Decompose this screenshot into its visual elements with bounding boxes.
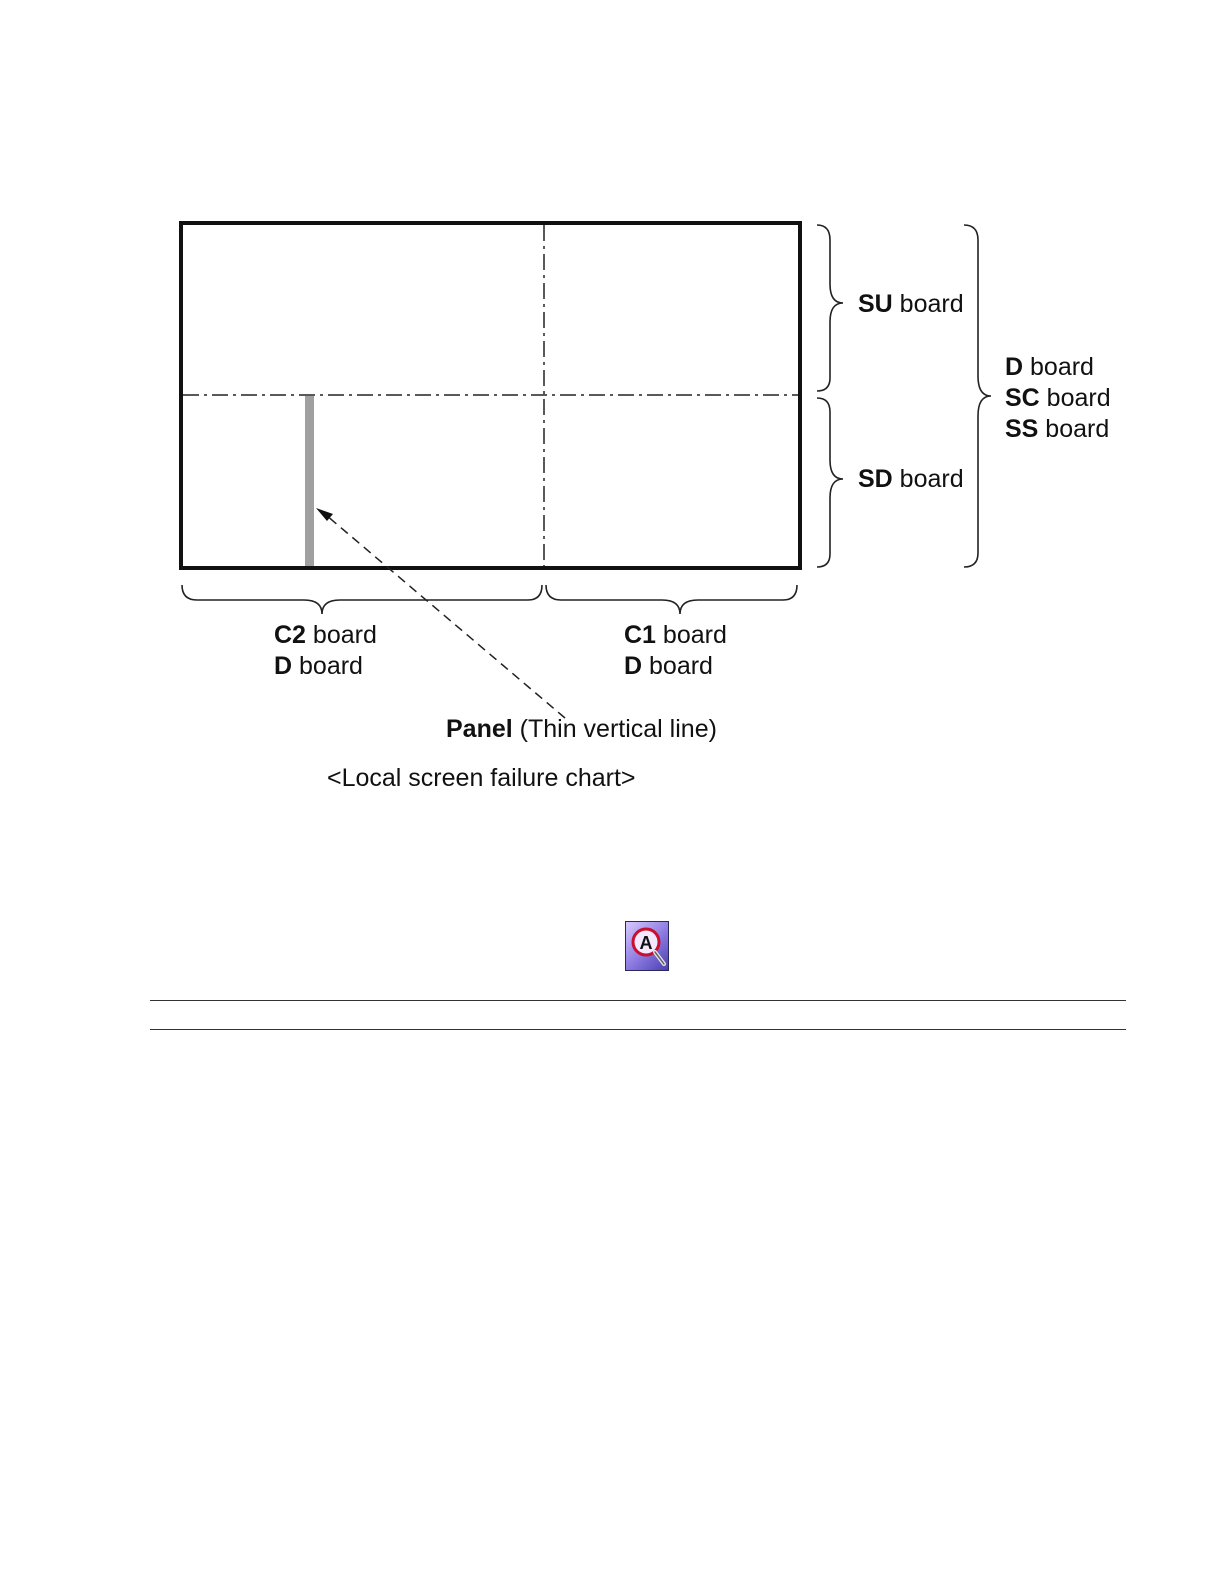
chart-caption: <Local screen failure chart>	[327, 764, 636, 792]
outer-brace	[964, 225, 991, 567]
c2-board-label: C2 board	[274, 621, 377, 649]
c2-brace	[182, 585, 542, 614]
su-brace	[817, 225, 843, 391]
svg-text:A: A	[639, 933, 653, 953]
d-board-label-left: D board	[274, 652, 363, 680]
callout-arrow-line	[326, 515, 565, 718]
d-board-label-center: D board	[624, 652, 713, 680]
bottom-rule	[150, 1029, 1126, 1030]
panel-callout-label: Panel (Thin vertical line)	[446, 715, 717, 743]
sd-brace	[817, 398, 843, 567]
c1-brace	[546, 585, 797, 614]
ss-board-label: SS board	[1005, 415, 1110, 443]
sd-board-label: SD board	[858, 465, 964, 493]
search-button[interactable]	[625, 921, 669, 971]
fault-vertical-line	[305, 396, 314, 566]
top-rule	[150, 1000, 1126, 1001]
d-board-label-right: D board	[1005, 353, 1094, 381]
sc-board-label: SC board	[1005, 384, 1111, 412]
magnifier-a-icon	[626, 922, 668, 970]
c1-board-label: C1 board	[624, 621, 727, 649]
su-board-label: SU board	[858, 290, 964, 318]
